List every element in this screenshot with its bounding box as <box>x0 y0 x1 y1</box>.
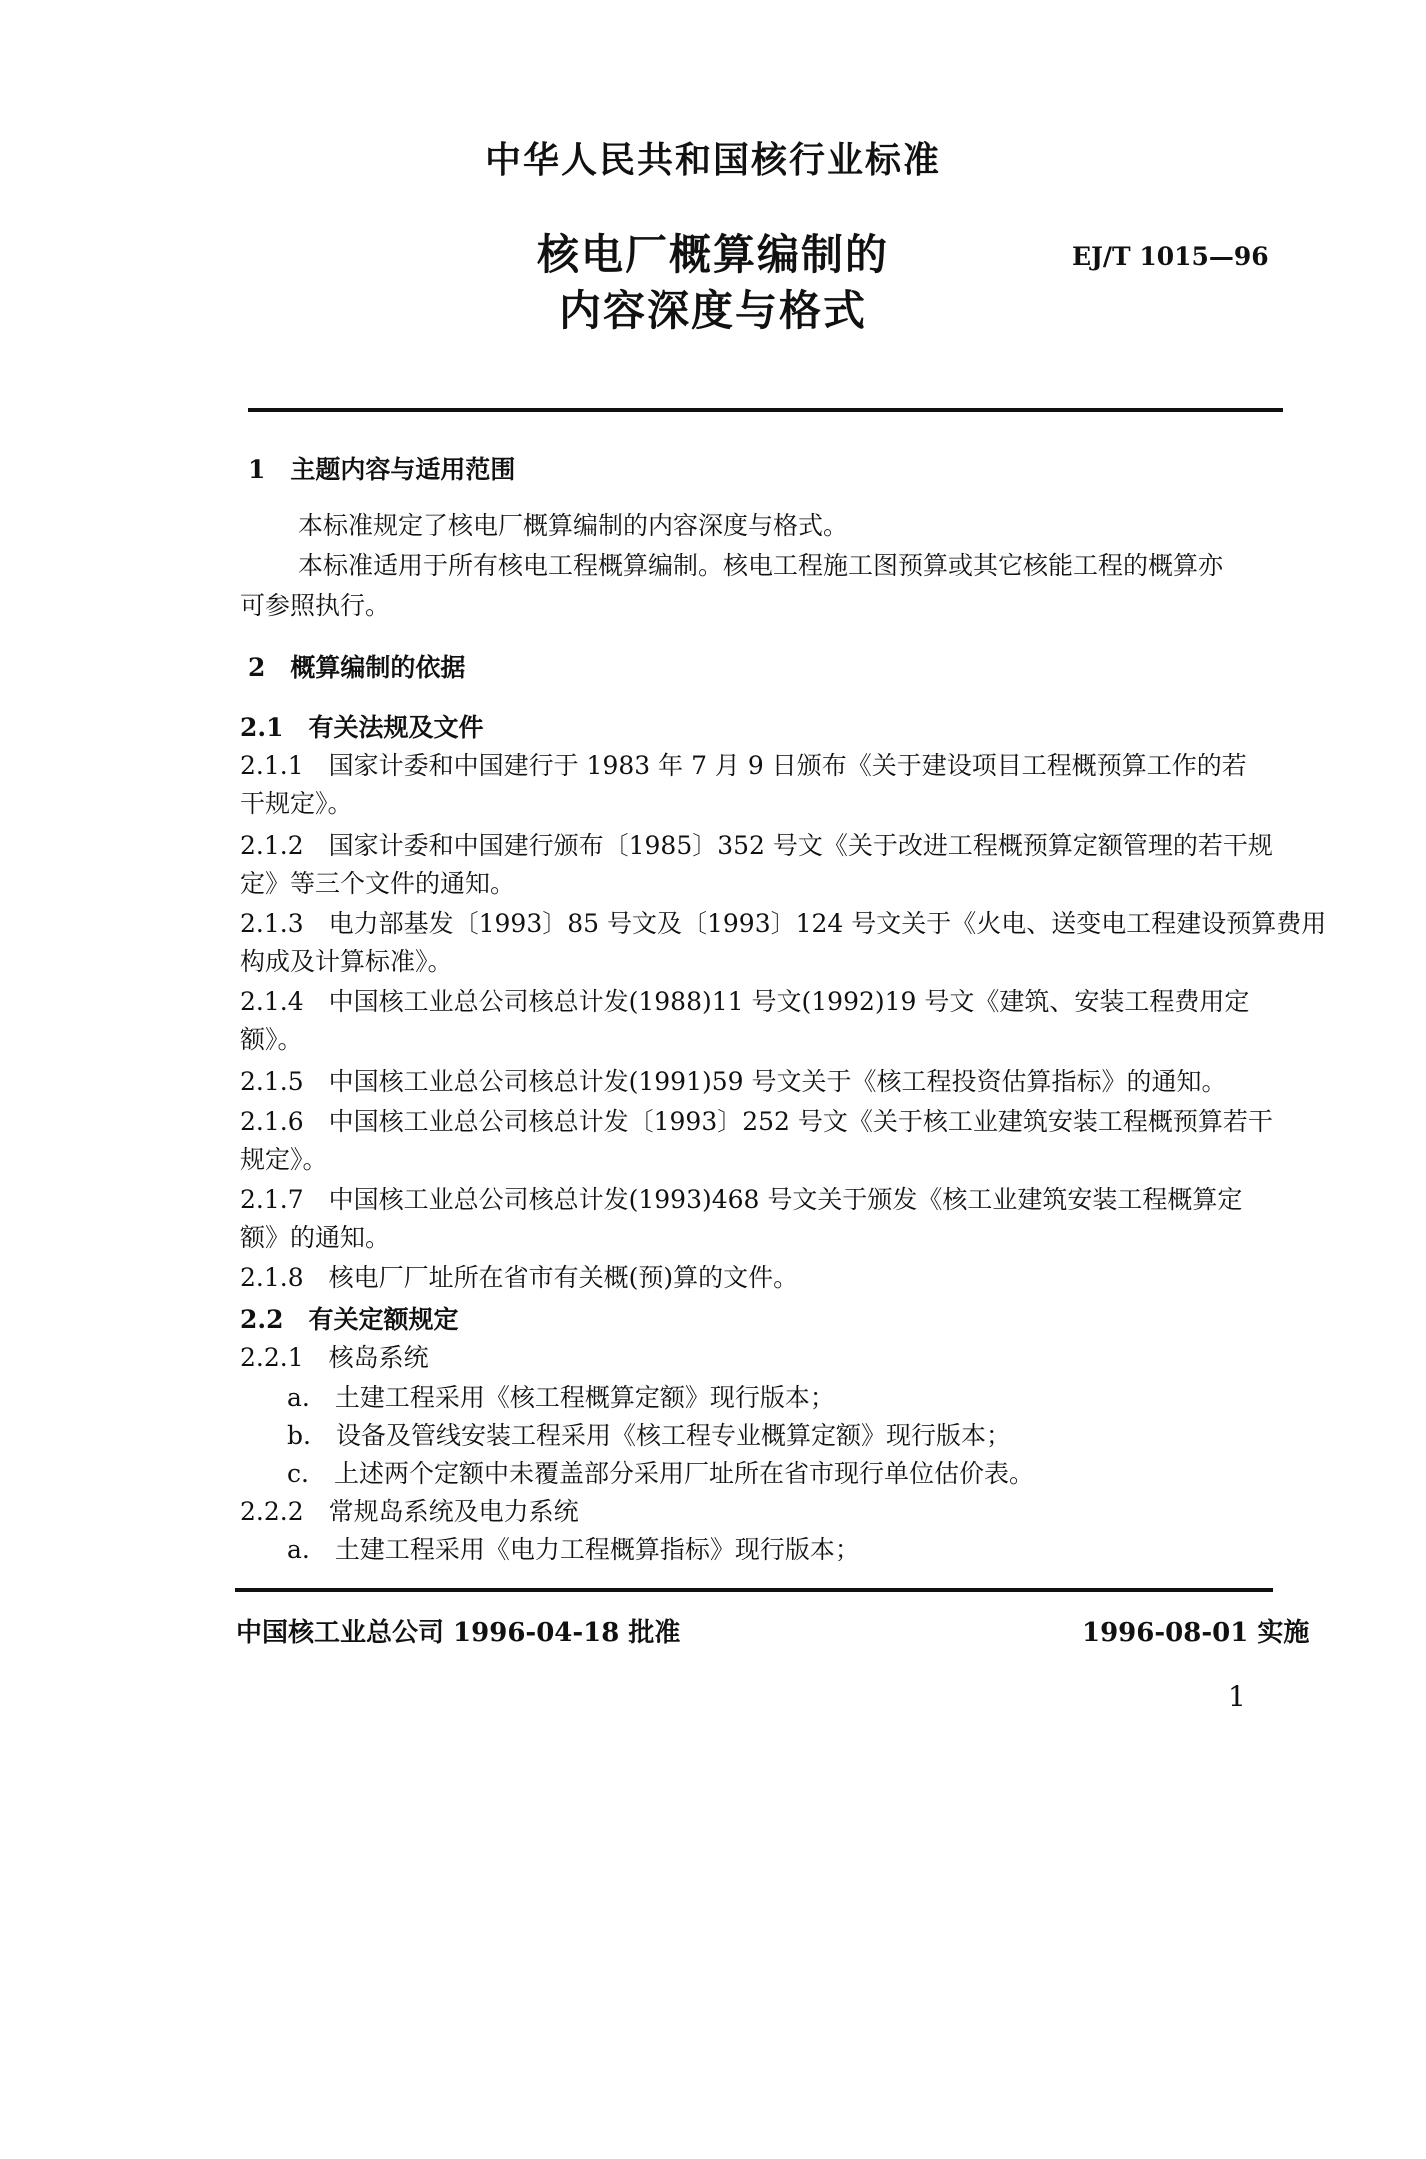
approval-line: 中国核工业总公司 1996-04-18 批准 <box>236 1618 681 1648</box>
clause-2-1-8: 2.1.8 核电厂厂址所在省市有关概(预)算的文件。 <box>240 1263 799 1292</box>
clause-2-2-1-item-c: c. 上述两个定额中未覆盖部分采用厂址所在省市现行单位估价表。 <box>287 1459 1034 1488</box>
section-1-paragraph-2-line1: 本标准适用于所有核电工程概算编制。核电工程施工图预算或其它核能工程的概算亦 <box>298 551 1224 580</box>
clause-2-2-1-item-b: b. 设备及管线安装工程采用《核工程专业概算定额》现行版本； <box>287 1421 1011 1450</box>
implementation-line: 1996-08-01 实施 <box>1082 1618 1310 1648</box>
clause-2-2-1-item-a: a. 土建工程采用《核工程概算定额》现行版本； <box>287 1383 835 1412</box>
bottom-divider <box>235 1588 1273 1592</box>
section-1-paragraph-2-line2: 可参照执行。 <box>240 591 391 620</box>
clause-2-1-2-line1: 2.1.2 国家计委和中国建行颁布〔1985〕352 号文《关于改进工程概预算定额管理的若干规 <box>240 831 1273 860</box>
clause-2-1-1-line2: 干规定》。 <box>240 789 353 818</box>
clause-2-2-2-item-a: a. 土建工程采用《电力工程概算指标》现行版本； <box>287 1535 860 1564</box>
clause-2-1-3-line2: 构成及计算标准》。 <box>240 947 453 976</box>
clause-2-1-3-line1: 2.1.3 电力部基发〔1993〕85 号文及〔1993〕124 号文关于《火电、送变电工程建设预算费用 <box>240 909 1327 938</box>
clause-2-1-6-line2: 规定》。 <box>240 1145 328 1174</box>
clause-2-1-4-line2: 额》。 <box>240 1025 303 1054</box>
clause-2-1-7-line2: 额》的通知。 <box>240 1223 391 1252</box>
clause-2-1-5: 2.1.5 中国核工业总公司核总计发(1991)59 号文关于《核工程投资估算指标》的通知。 <box>240 1067 1227 1096</box>
document-title-line1: 核电厂概算编制的 <box>536 230 889 279</box>
standard-type-header: 中华人民共和国核行业标准 <box>484 139 941 181</box>
clause-2-1-1-line1: 2.1.1 国家计委和中国建行于 1983 年 7 月 9 日颁布《关于建设项目工程概预算工作的若 <box>240 751 1247 780</box>
section-1-heading: 1 主题内容与适用范围 <box>248 455 516 484</box>
document-title-line2: 内容深度与格式 <box>558 286 867 335</box>
clause-2-1-7-line1: 2.1.7 中国核工业总公司核总计发(1993)468 号文关于颁发《核工业建筑安装工程概算定 <box>240 1185 1243 1214</box>
clause-2-1-2-line2: 定》等三个文件的通知。 <box>240 869 516 898</box>
section-1-paragraph-1: 本标准规定了核电厂概算编制的内容深度与格式。 <box>298 511 849 540</box>
standard-code: EJ/T 1015—96 <box>1072 242 1269 271</box>
clause-2-1-6-line1: 2.1.6 中国核工业总公司核总计发〔1993〕252 号文《关于核工业建筑安装工程概预算若干 <box>240 1107 1273 1136</box>
clause-2-1-4-line1: 2.1.4 中国核工业总公司核总计发(1988)11 号文(1992)19 号文《建筑、安装工程费用定 <box>240 987 1250 1016</box>
page-number: 1 <box>1228 1680 1246 1713</box>
section-2-1-heading: 2.1 有关法规及文件 <box>240 713 484 742</box>
clause-2-2-1-heading: 2.2.1 核岛系统 <box>240 1343 429 1372</box>
section-2-2-heading: 2.2 有关定额规定 <box>240 1305 459 1334</box>
clause-2-2-2-heading: 2.2.2 常规岛系统及电力系统 <box>240 1497 579 1526</box>
section-2-heading: 2 概算编制的依据 <box>248 653 466 682</box>
top-divider <box>248 408 1283 412</box>
